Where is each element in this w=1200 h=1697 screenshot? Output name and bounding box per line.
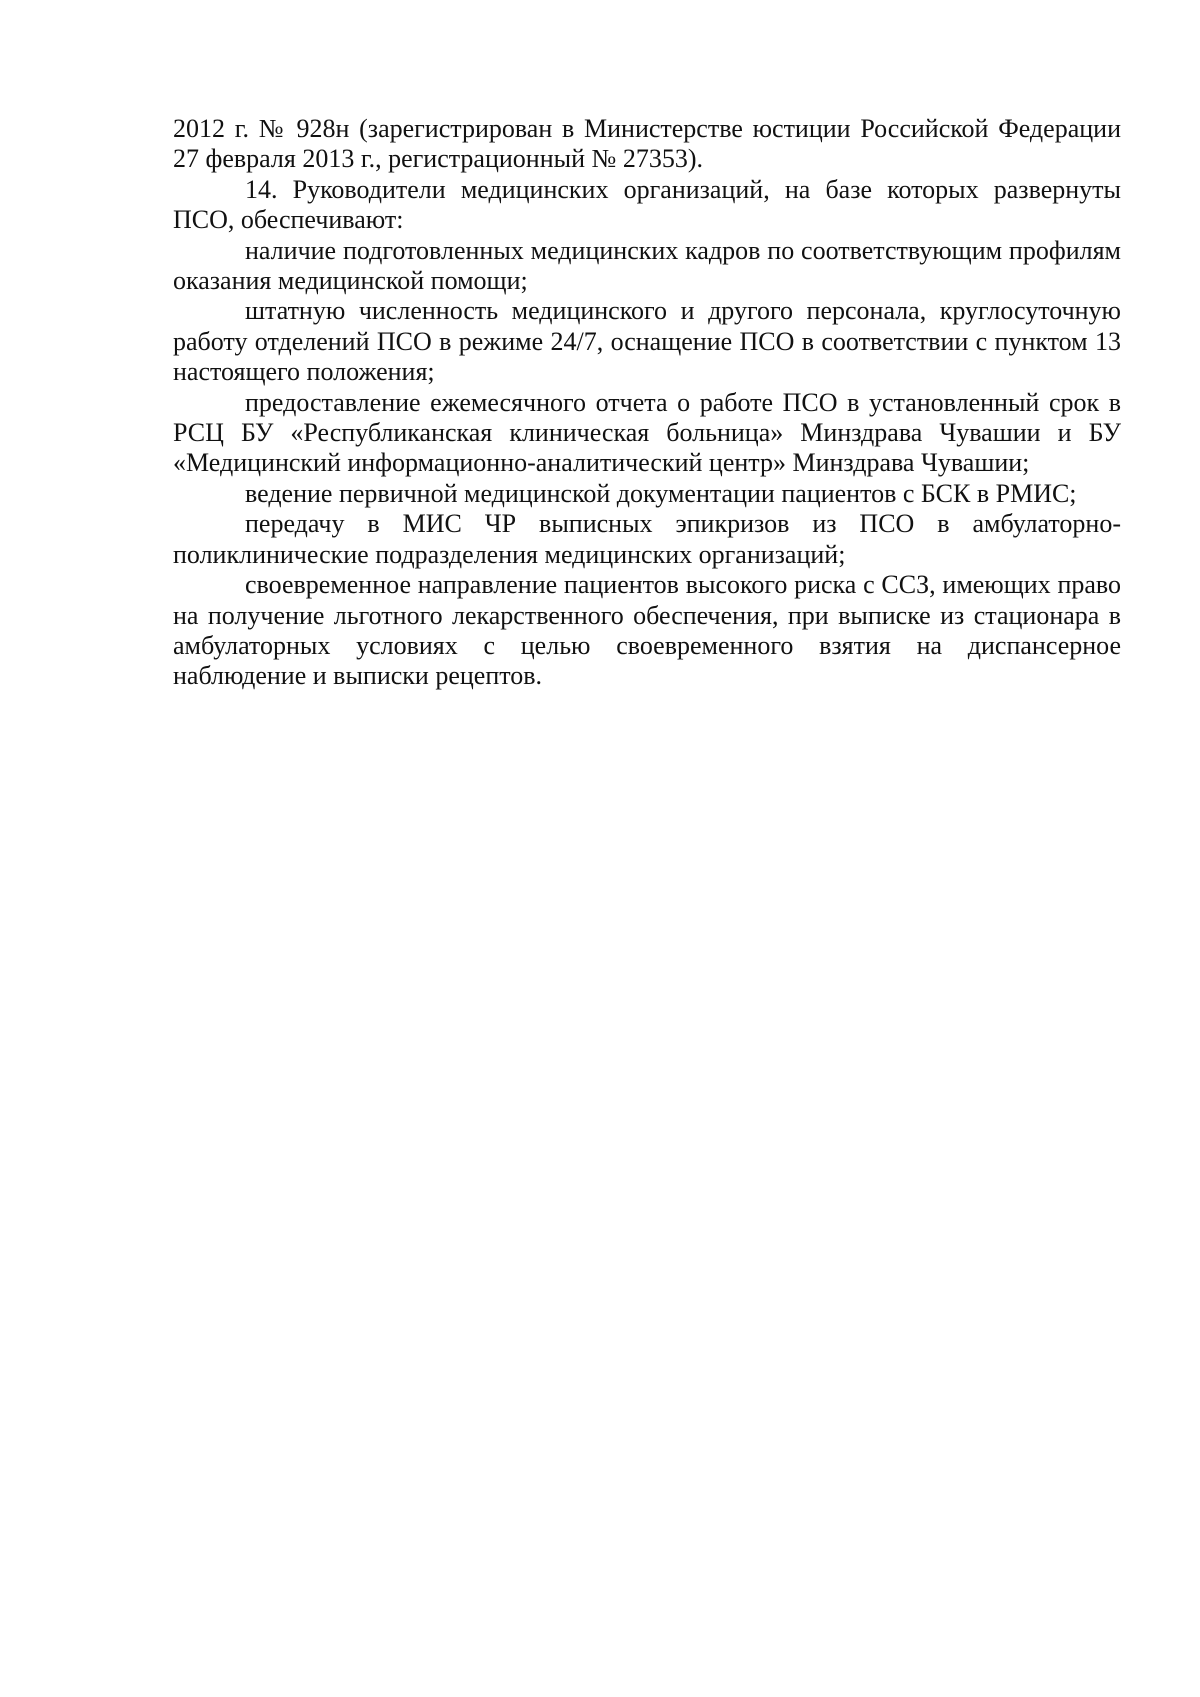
- paragraph-continuation: 2012 г. № 928н (зарегистрирован в Министерстве юстиции Российской Федерации 27 февраля 2013 г., регистрационный № 27353).: [173, 114, 1121, 174]
- paragraph-high-risk-referral: своевременное направление пациентов высокого риска с ССЗ, имеющих право на получение льготного лекарственного обеспечения, при выписке из стационара в амбулаторных условиях с целью своевременного взятия на диспансерное наблюдение и выписки рецептов.: [173, 570, 1121, 691]
- paragraph-epicrisis-transfer: передачу в МИС ЧР выписных эпикризов из ПСО в амбулаторно-поликлинические подразделения медицинских организаций;: [173, 509, 1121, 569]
- paragraph-monthly-report: предоставление ежемесячного отчета о работе ПСО в установленный срок в РСЦ БУ «Республиканская клиническая больница» Минздрава Чувашии и БУ «Медицинский информационно-аналитический центр» Минздрава Чувашии;: [173, 387, 1121, 478]
- paragraph-staff-qualification: наличие подготовленных медицинских кадров по соответствующим профилям оказания медицинской помощи;: [173, 235, 1121, 296]
- paragraph-staffing-equipment: штатную численность медицинского и другого персонала, круглосуточную работу отделений ПСО в режиме 24/7, оснащение ПСО в соответствии с пунктом 13 настоящего положения;: [173, 296, 1121, 387]
- paragraph-documentation: ведение первичной медицинской документации пациентов с БСК в РМИС;: [245, 478, 1077, 508]
- paragraph-item-14: 14. Руководители медицинских организаций, на базе которых развернуты ПСО, обеспечивают:: [173, 174, 1121, 235]
- document-page: [173, 114, 1121, 692]
